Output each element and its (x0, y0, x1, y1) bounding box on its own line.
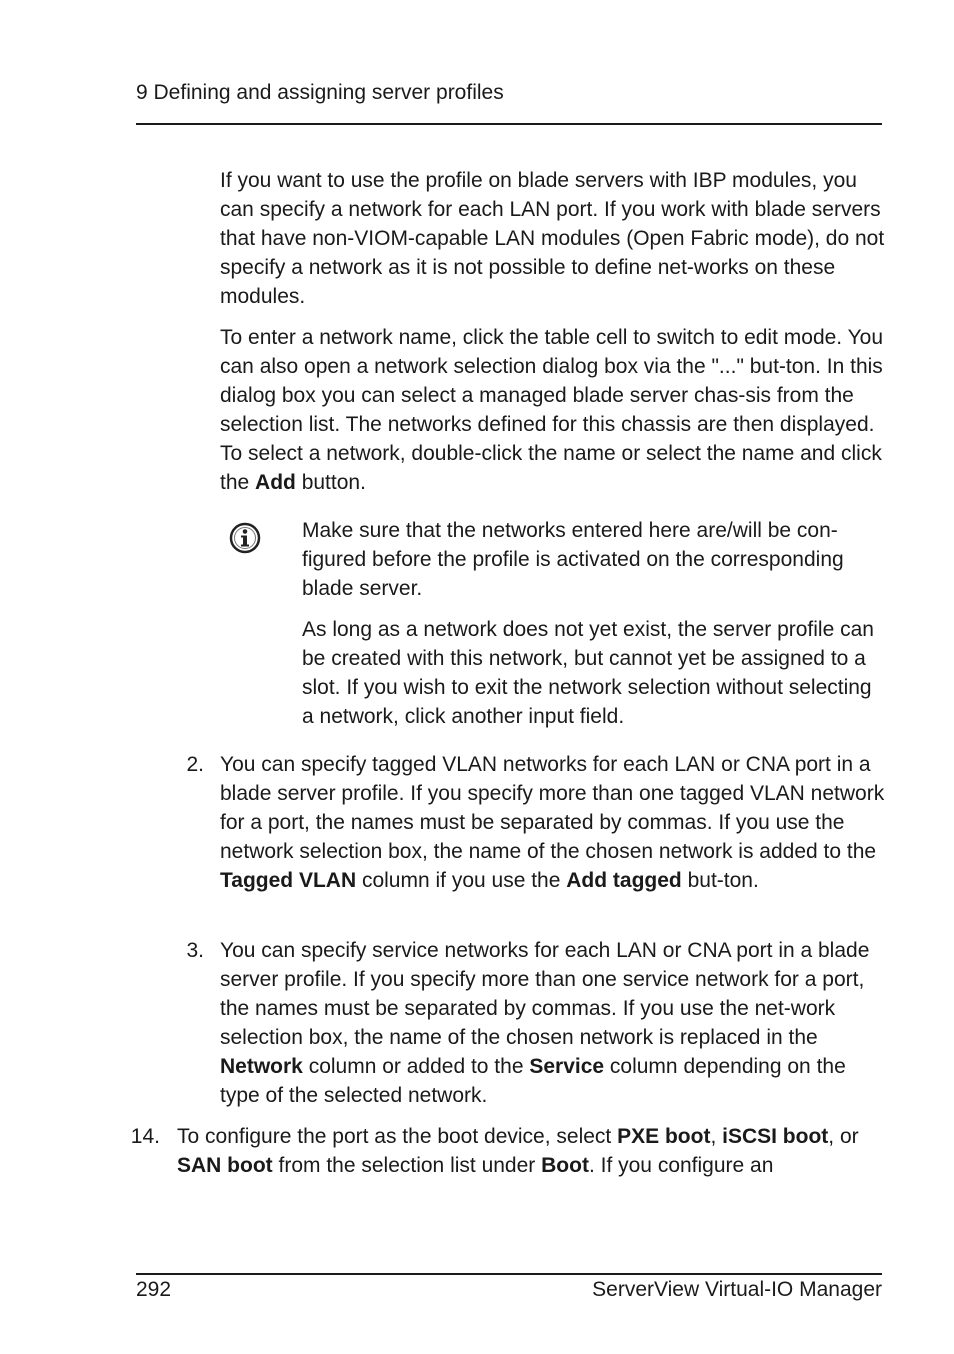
tagged-vlan-term: Tagged VLAN (220, 869, 357, 892)
info-icon (228, 521, 262, 555)
add-term: Add (255, 471, 296, 494)
boot-term: Boot (541, 1154, 589, 1177)
running-header: 9 Defining and assigning server profiles (136, 81, 504, 104)
paragraph-text: To enter a network name, click the table cell to switch to edit mode. You can also open a network selection dialog box via the "..." but-ton. In this dialog box you can select a managed blade server chas-sis from the selection list. The networks defined for this chassis are then displayed. To select a network, double-click the name or select the name and click the (220, 326, 884, 494)
list-item-service-networks: You can specify service networks for each LAN or CNA port in a blade server profile. If you specify more than one service network for a port, the names must be separated by commas. If you use the net-work selection box, the name of the chosen network is replaced in the Network column or added to the Service column depending on the type of the selected network. (220, 939, 870, 1107)
footer-product-name: ServerView Virtual-IO Manager (592, 1278, 882, 1301)
note-text-1: Make sure that the networks entered here are/will be con-figured before the profile is activated on the corresponding blade server. (302, 519, 844, 600)
paragraph-text-end: button. (295, 471, 366, 494)
network-term: Network (220, 1055, 303, 1078)
note-text-2: As long as a network does not yet exist, the server profile can be created with this network, but cannot yet be assigned to a slot. If you wish to exit the network selection without selecting a network, click another input field. (302, 618, 874, 728)
list-item-tagged-vlan: You can specify tagged VLAN networks for each LAN or CNA port in a blade server profile. If you specify more than one tagged VLAN network for a port, the names must be separated by commas. If you use the network selection box, the name of the chosen network is added to the Tagged VLAN column if you use the Add tagged but-ton. (220, 753, 885, 892)
list-number: 14. (130, 1125, 160, 1148)
header-rule (136, 123, 882, 125)
paragraph-text: If you want to use the profile on blade servers with IBP modules, you can specify a network for each LAN port. If you work with blade servers that have non-VIOM-capable LAN modules (Open Fabric mode), do not specify a network as it is not possible to define net-works on these modules. (220, 169, 885, 308)
list-item-boot-device: To configure the port as the boot device, select PXE boot, iSCSI boot, or SAN boot from the selection list under Boot. If you configure an (177, 1125, 859, 1177)
add-tagged-term: Add tagged (566, 869, 682, 892)
paragraph-network-name (220, 323, 888, 497)
pxe-boot-term: PXE boot (617, 1125, 711, 1148)
service-term: Service (529, 1055, 605, 1078)
san-boot-term: SAN boot (177, 1154, 273, 1177)
list-number: 2. (186, 753, 204, 776)
paragraph-ibp (220, 166, 888, 311)
iscsi-boot-term: iSCSI boot (722, 1125, 829, 1148)
page-number: 292 (136, 1278, 172, 1301)
list-number: 3. (186, 939, 204, 962)
